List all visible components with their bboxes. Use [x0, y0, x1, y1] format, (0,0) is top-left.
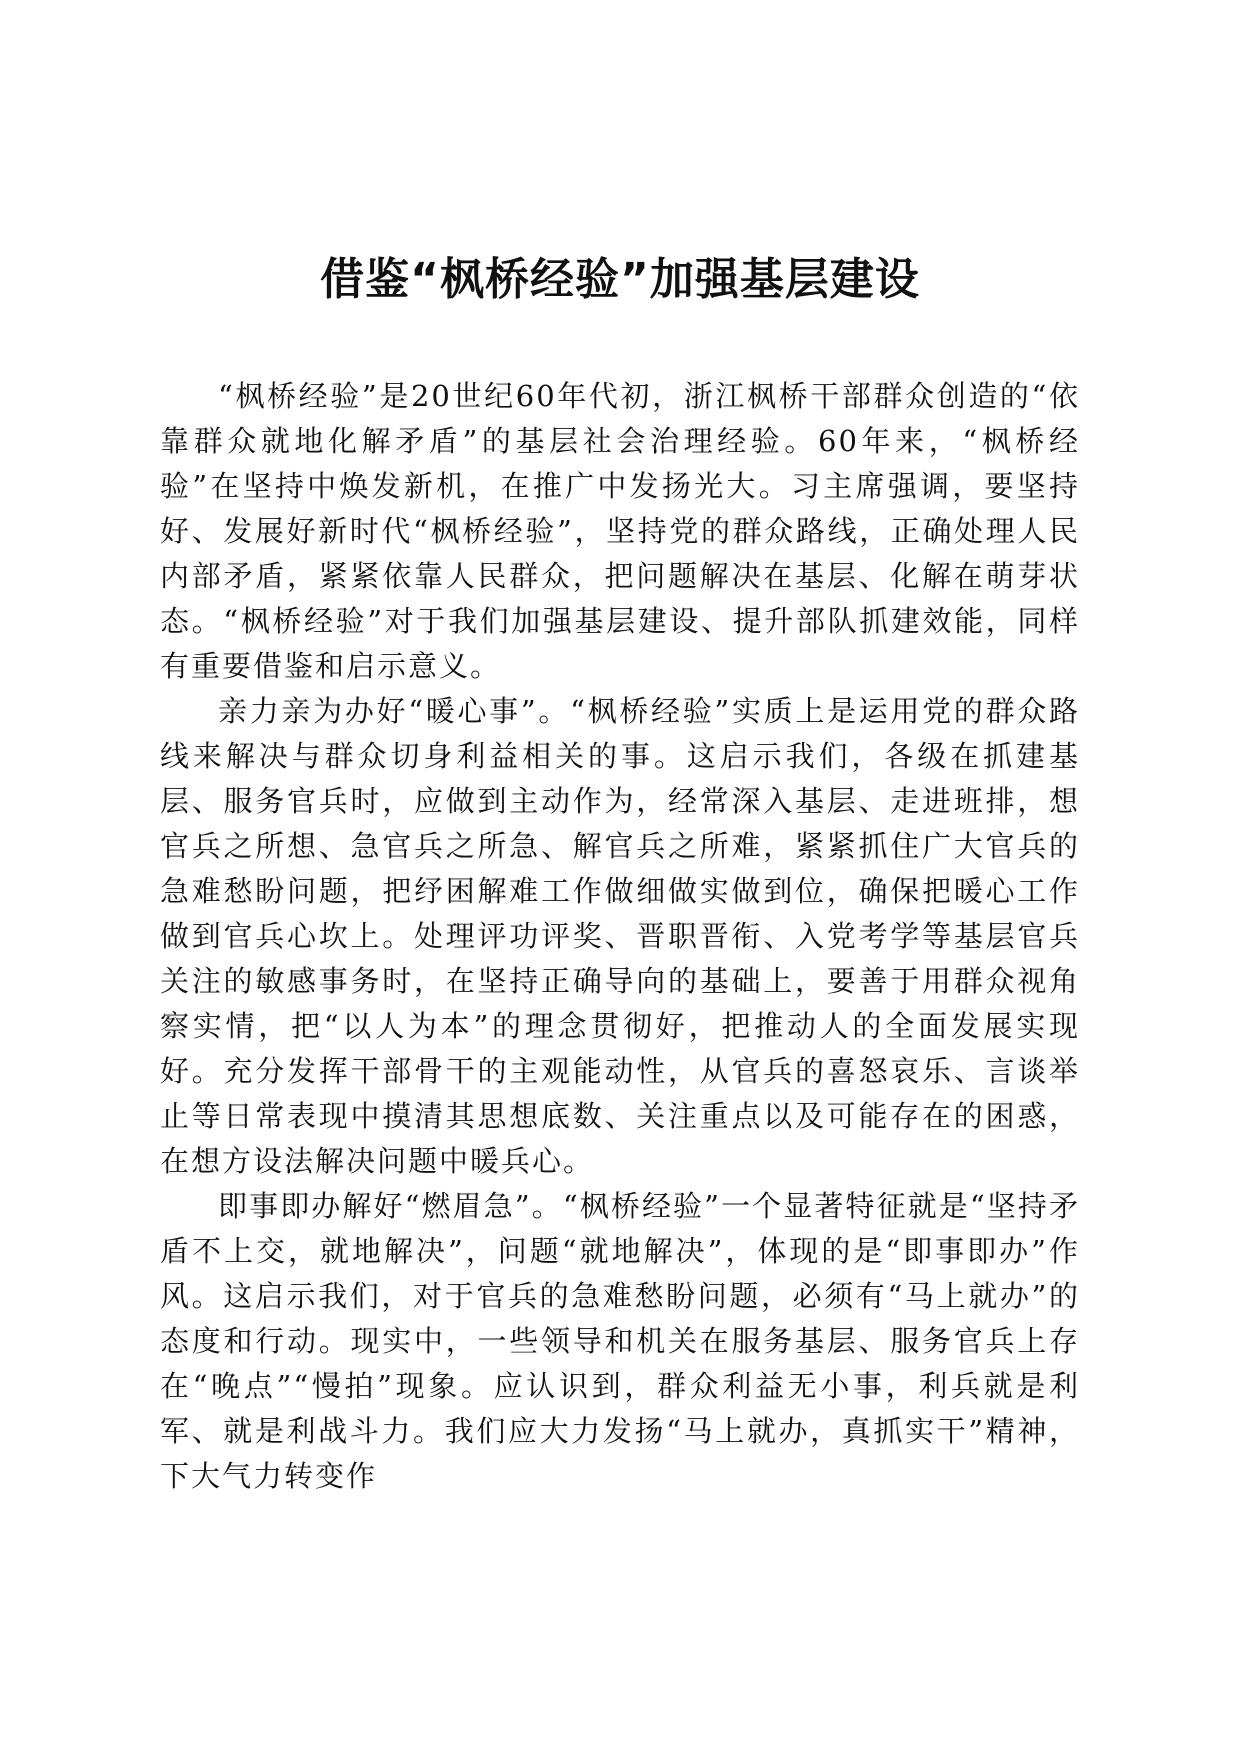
- paragraph-intro: “枫桥经验”是20世纪60年代初，浙江枫桥干部群众创造的“依靠群众就地化解矛盾”的基层社会治理经验。60年来，“枫桥经验”在坚持中焕发新机，在推广中发扬光大。习主席强调，要坚持好、发展好新时代“枫桥经验”，坚持党的群众路线，正确处理人民内部矛盾，紧紧依靠人民群众，把问题解决在基层、化解在萌芽状态。“枫桥经验”对于我们加强基层建设、提升部队抓建效能，同样有重要借鉴和启示意义。: [160, 379, 1080, 683]
- paragraph-warm-heart: 亲力亲为办好“暖心事”。“枫桥经验”实质上是运用党的群众路线来解决与群众切身利益相关的事。这启示我们，各级在抓建基层、服务官兵时，应做到主动作为，经常深入基层、走进班排，想官兵之所想、急官兵之所急、解官兵之所难，紧紧抓住广大官兵的急难愁盼问题，把纾困解难工作做细做实做到位，确保把暖心工作做到官兵心坎上。处理评功评奖、晋职晋衔、入党考学等基层官兵关注的敏感事务时，在坚持正确导向的基础上，要善于用群众视角察实情，把“以人为本”的理念贯彻好，把推动人的全面发展实现好。充分发挥干部骨干的主观能动性，从官兵的喜怒哀乐、言谈举止等日常表现中摸清其思想底数、关注重点以及可能存在的困惑，在想方设法解决问题中暖兵心。: [160, 694, 1080, 1178]
- document-body: [160, 374, 1080, 1499]
- paragraph-urgent-matters: 即事即办解好“燃眉急”。“枫桥经验”一个显著特征就是“坚持矛盾不上交，就地解决”，问题“就地解决”，体现的是“即事即办”作风。这启示我们，对于官兵的急难愁盼问题，必须有“马上就办”的态度和行动。现实中，一些领导和机关在服务基层、服务官兵上存在“晚点”“慢拍”现象。应认识到，群众利益无小事，利兵就是利军、就是利战斗力。我们应大力发扬“马上就办，真抓实干”精神，下大气力转变作: [160, 1189, 1080, 1493]
- document-title: 借鉴“枫桥经验”加强基层建设: [320, 254, 920, 305]
